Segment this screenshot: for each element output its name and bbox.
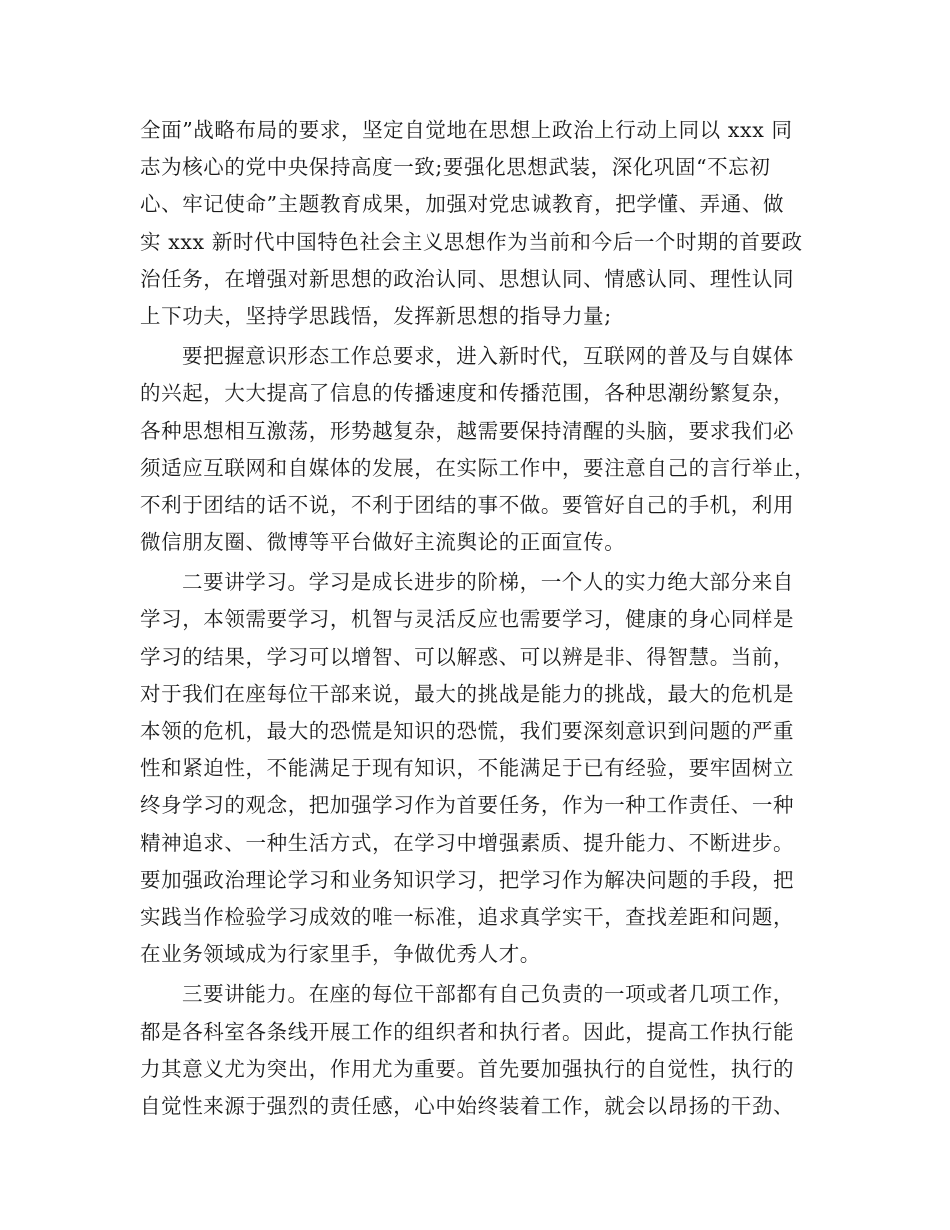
paragraph-1 [140, 112, 840, 335]
text-line: 自觉性来源于强烈的责任感，心中始终装着工作，就会以昂扬的干劲、 [140, 1093, 795, 1118]
document-body [140, 112, 840, 1125]
text-line: 二要讲学习。学习是成长进步的阶梯，一个人的实力绝大部分来自 [182, 570, 794, 595]
text-line: 须适应互联网和自媒体的发展，在实际工作中，要注意自己的言行举止， [140, 455, 816, 480]
text-line: 实 xxx 新时代中国特色社会主义思想作为当前和今后一个时期的首要政 [140, 229, 803, 254]
text-line: 要加强政治理论学习和业务知识学习，把学习作为解决问题的手段，把 [140, 867, 795, 892]
text-line: 三要讲能力。在座的每位干部都有自己负责的一项或者几项工作， [182, 982, 794, 1007]
paragraph-3 [140, 564, 840, 973]
text-line: 的兴起，大大提高了信息的传播速度和传播范围，各种思潮纷繁复杂， [140, 381, 795, 406]
text-line: 上下功夫，坚持学思践悟，发挥新思想的指导力量; [140, 303, 612, 328]
text-line: 治任务，在增强对新思想的政治认同、思想认同、情感认同、理性认同 [140, 266, 795, 291]
text-line: 在业务领域成为行家里手，争做优秀人才。 [140, 942, 541, 967]
text-line: 心、牢记使命”主题教育成果，加强对党忠诚教育，把学懂、弄通、做 [140, 192, 785, 217]
text-line: 终身学习的观念，把加强学习作为首要任务，作为一种工作责任、一种 [140, 793, 795, 818]
text-line: 微信朋友圈、微博等平台做好主流舆论的正面宣传。 [140, 530, 626, 555]
text-line: 本领的危机，最大的恐慌是知识的恐慌，我们要深刻意识到问题的严重 [140, 719, 795, 743]
text-line: 力其意义尤为突出，作用尤为重要。首先要加强执行的自觉性，执行的 [140, 1056, 795, 1081]
text-line: 志为核心的党中央保持高度一致;要强化思想武装，深化巩固“不忘初 [140, 155, 771, 180]
text-line: 全面”战略布局的要求，坚定自觉地在思想上政治上行动上同以 xxx 同 [140, 118, 793, 142]
text-line: 学习的结果，学习可以增智、可以解惑、可以辨是非、得智慧。当前， [140, 644, 795, 669]
text-line: 精神追求、一种生活方式，在学习中增强素质、提升能力、不断进步。 [140, 830, 795, 855]
text-line: 实践当作检验学习成效的唯一标准，追求真学实干，查找差距和问题， [140, 904, 795, 929]
text-line: 不利于团结的话不说，不利于团结的事不做。要管好自己的手机，利用 [140, 492, 795, 517]
text-line: 都是各科室各条线开展工作的组织者和执行者。因此，提高工作执行能 [140, 1019, 795, 1044]
text-line: 对于我们在座每位干部来说，最大的挑战是能力的挑战，最大的危机是 [140, 681, 795, 706]
text-line: 各种思想相互激荡，形势越复杂，越需要保持清醒的头脑，要求我们必 [140, 418, 795, 443]
paragraph-4 [140, 976, 840, 1125]
paragraph-2 [140, 338, 840, 561]
text-line: 要把握意识形态工作总要求，进入新时代，互联网的普及与自媒体 [182, 344, 794, 369]
text-line: 学习，本领需要学习，机智与灵活反应也需要学习，健康的身心同样是 [140, 607, 795, 632]
text-line: 性和紧迫性，不能满足于现有知识，不能满足于已有经验，要牢固树立 [140, 756, 795, 781]
